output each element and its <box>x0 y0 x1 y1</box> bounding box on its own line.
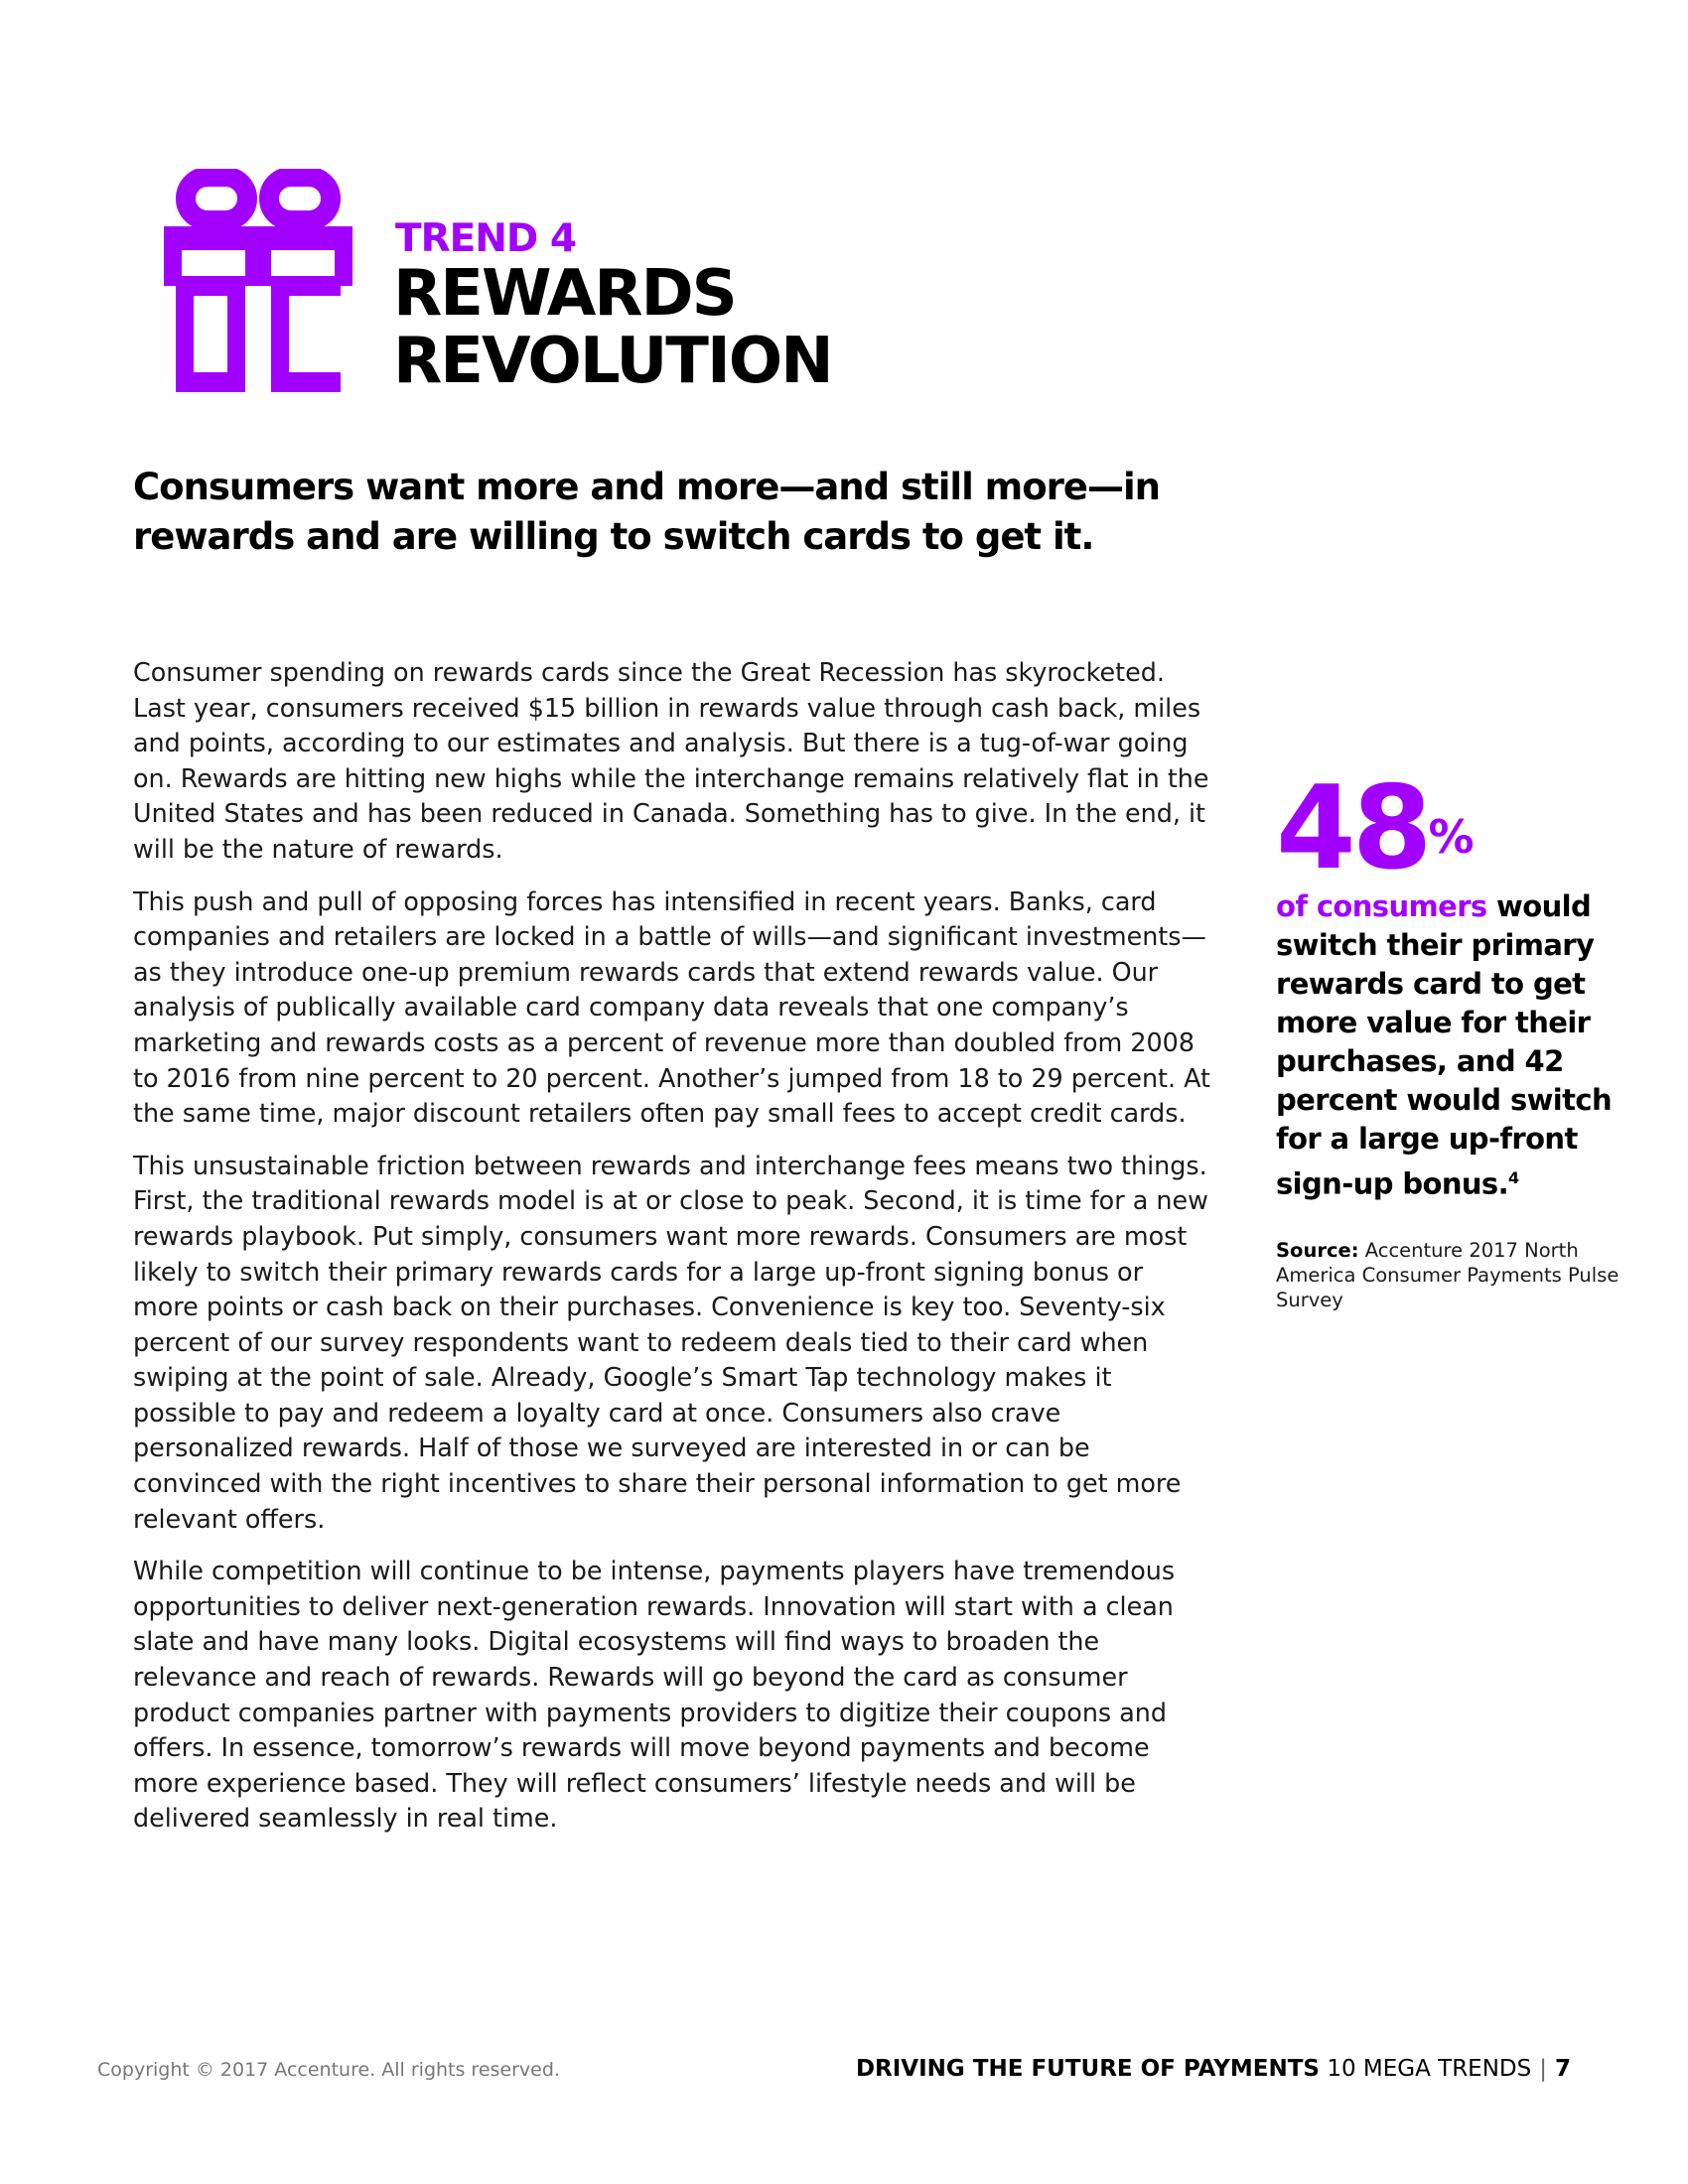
trend-label: TREND 4 <box>395 216 577 261</box>
stat-text: would switch their primary rewards card to get more value for their purchases, and 42 percent would switch for a large up-front sign-up bonus. <box>1276 889 1613 1201</box>
body-paragraph: This push and pull of opposing forces has intensified in recent years. Banks, card companies and retailers are locked in a battle of wills—and significant investments—as they introduce one-up premium rewards cards that extend rewards value. Our analysis of publically available card company data reveals that one company’s marketing and rewards costs as a percent of revenue more than doubled from 2008 to 2016 from nine percent to 20 percent. Another’s jumped from 18 to 29 percent. At the same time, major discount retailers often pay small fees to accept credit cards. <box>133 886 1211 1129</box>
title-line-1: REWARDS <box>393 257 736 331</box>
stat-callout <box>1276 761 1633 1312</box>
footer-separator: | <box>1539 2056 1547 2082</box>
stat-unit: % <box>1428 810 1475 864</box>
title-line-2: REVOLUTION <box>393 325 832 398</box>
source-note <box>1276 1238 1633 1312</box>
footer-doc-info <box>856 2056 1571 2082</box>
body-paragraph: This unsustainable friction between rewards and interchange fees means two things. First, the traditional rewards model is at or close to peak. Second, it is time for a new rewards playbook. Put simply, consumers want more rewards. Consumers are most likely to switch their primary rewards cards for a large up-front signing bonus or more points or cash back on their purchases. Convenience is key too. Seventy-six percent of our survey respondents want to redeem deals tied to their card when swiping at the point of sale. Already, Google’s Smart Tap technology makes it possible to pay and redeem a loyalty card at once. Consumers also crave personalized rewards. Half of those we surveyed are interested in or can be convinced with the right incentives to share their personal information to get more relevant offers. <box>133 1150 1208 1534</box>
body-paragraph: Consumer spending on rewards cards since the Great Recession has skyrocketed. Last year, consumers received $15 billion in rewards value through cash back, miles and points, according to our estimates and analysis. But there is a tug-of-war going on. Rewards are hitting new highs while the interchange remains relatively flat in the United States and has been reduced in Canada. Something has to give. In the end, it will be the nature of rewards. <box>133 657 1209 864</box>
body-paragraph: While competition will continue to be intense, payments players have tremendous opportunities to deliver next-generation rewards. Innovation will start with a clean slate and have many looks. Digital ecosystems will find ways to broaden the relevance and reach of rewards. Rewards will go beyond the card as consumer product companies partner with payments providers to digitize their coupons and offers. In essence, tomorrow’s rewards will move beyond payments and become more experience based. They will reflect consumers’ lifestyle needs and will be delivered seamlessly in real time. <box>133 1556 1176 1834</box>
footer-doc-title: DRIVING THE FUTURE OF PAYMENTS <box>855 2056 1321 2082</box>
gift-icon <box>164 169 352 392</box>
page-number: 7 <box>1554 2056 1571 2082</box>
page-title <box>393 257 832 398</box>
footer-doc-subtitle: 10 MEGA TRENDS <box>1327 2056 1532 2082</box>
source-text: Accenture 2017 North America Consumer Payments Pulse Survey <box>1276 1238 1619 1311</box>
headline: Consumers want more and more—and still more—in rewards and are willing to switch cards to get it. <box>133 466 1160 558</box>
stat-value: 48 <box>1276 761 1429 895</box>
footer-copyright: Copyright © 2017 Accenture. All rights reserved. <box>97 2059 560 2081</box>
body-text <box>133 655 1210 1853</box>
stat-accent-text: of consumers <box>1276 889 1487 923</box>
stat-description <box>1276 887 1633 1204</box>
footnote-marker: 4 <box>1508 1168 1519 1187</box>
source-label: Source: <box>1276 1238 1359 1262</box>
stat-number <box>1276 761 1633 895</box>
